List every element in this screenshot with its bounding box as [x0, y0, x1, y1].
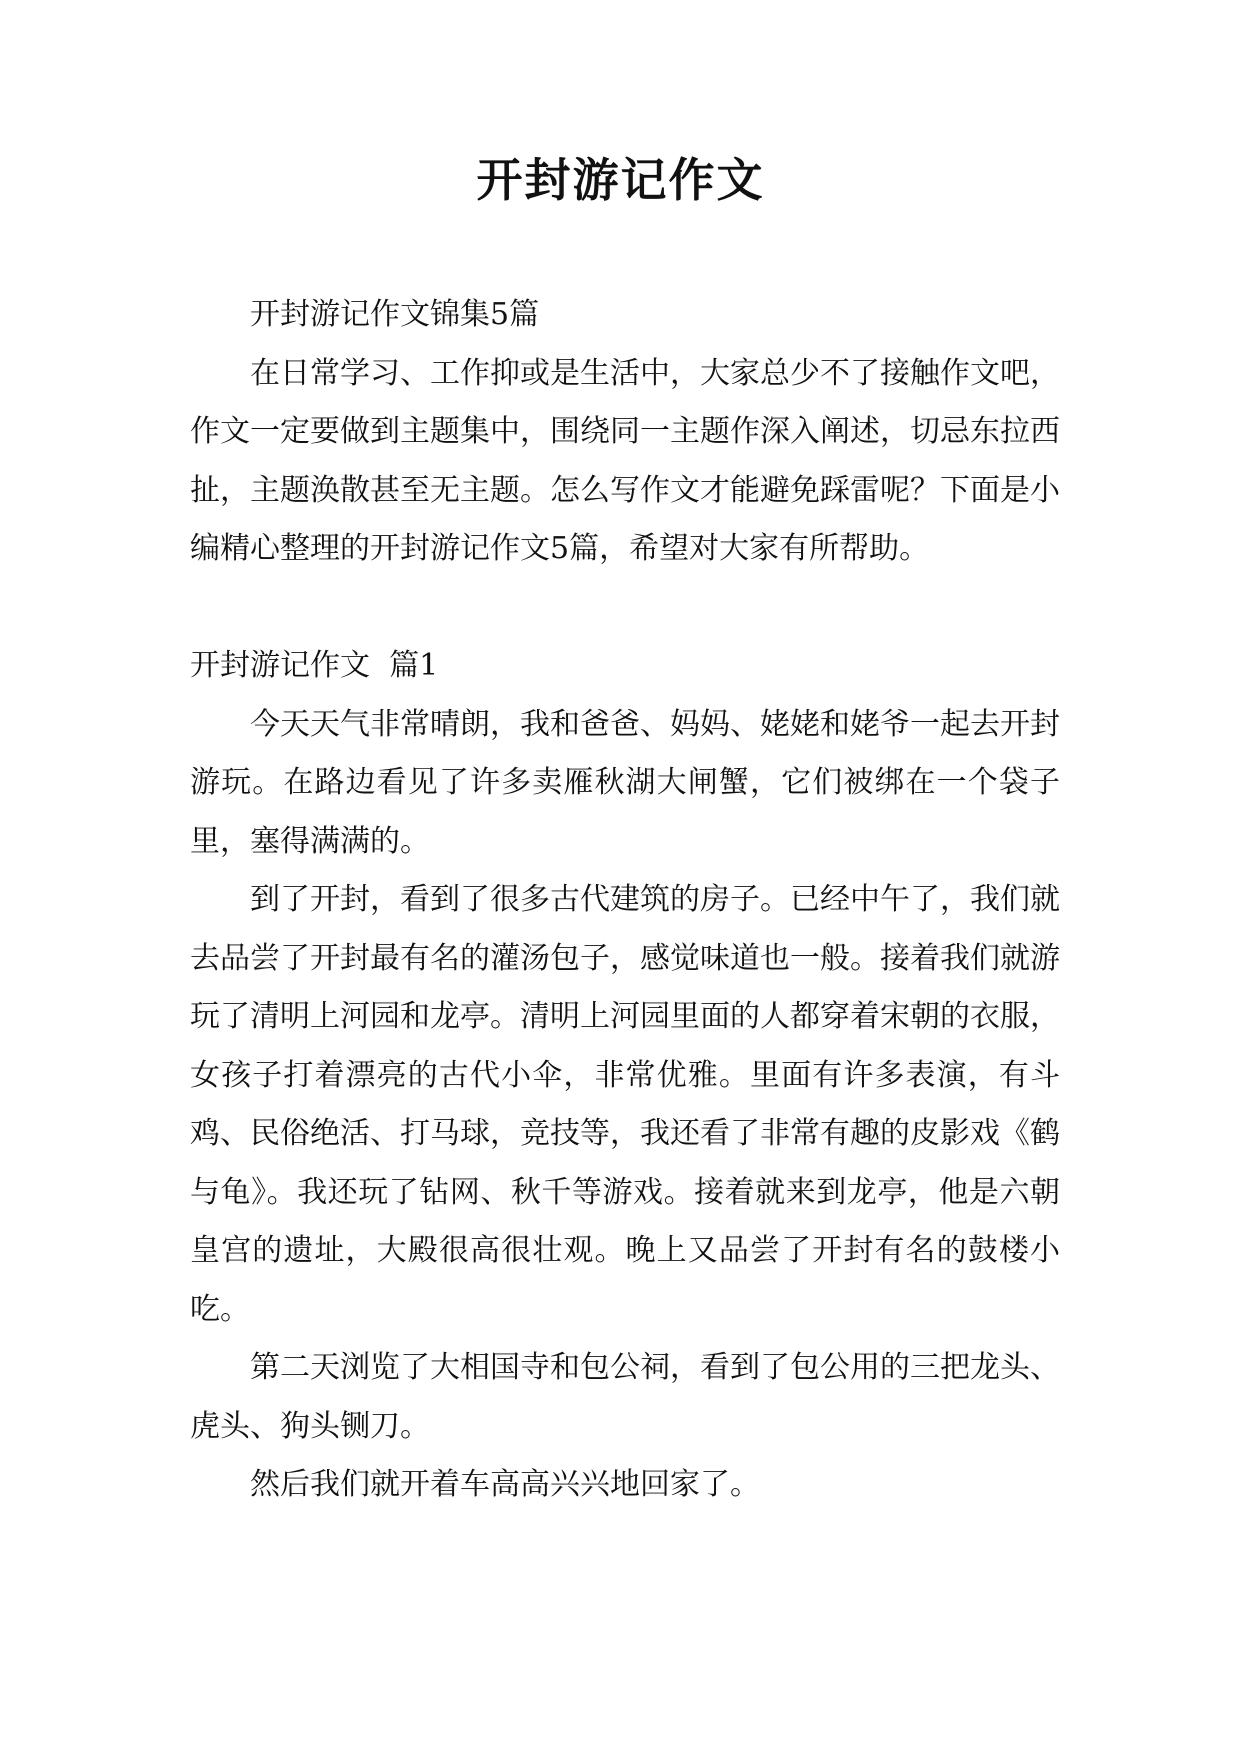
body-paragraph-4: 然后我们就开着车高高兴兴地回家了。 — [250, 1467, 760, 1502]
document-title: 开封游记作文 — [476, 153, 765, 207]
paragraph-gap — [190, 579, 1060, 638]
body-paragraph-2: 到了开封，看到了很多古代建筑的房子。已经中午了，我们就去品尝了开封最有名的灌汤包子，感觉味道也一般。接着我们就游玩了清明上河园和龙亭。清明上河园里面的人都穿着宋朝的衣服，女孩子打着漂亮的古代小伞，非常优雅。里面有许多表演，有斗鸡、民俗绝活、打马球，竞技等，我还看了非常有趣的皮影戏《鹤与龟》。我还玩了钻网、秋千等游戏。接着就来到龙亭，他是六朝皇宫的遗址，大殿很高很壮观。晚上又品尝了开封有名的鼓楼小吃。 — [190, 882, 1060, 1327]
body-paragraph-3: 第二天浏览了大相国寺和包公祠，看到了包公用的三把龙头、虎头、狗头铡刀。 — [190, 1350, 1060, 1444]
subtitle-paragraph: 开封游记作文锦集5篇 — [250, 297, 540, 332]
section-heading: 开封游记作文 篇1 — [190, 648, 439, 683]
document-body — [190, 286, 1060, 1515]
intro-paragraph: 在日常学习、工作抑或是生活中，大家总少不了接触作文吧，作文一定要做到主题集中，围绕同一主题作深入阐述，切忌东拉西扯，主题涣散甚至无主题。怎么写作文才能避免踩雷呢？下面是小编精心整理的开封游记作文5篇，希望对大家有所帮助。 — [190, 355, 1060, 566]
body-paragraph-1: 今天天气非常晴朗，我和爸爸、妈妈、姥姥和姥爷一起去开封游玩。在路边看见了许多卖雁秋湖大闸蟹，它们被绑在一个袋子里，塞得满满的。 — [190, 706, 1060, 859]
